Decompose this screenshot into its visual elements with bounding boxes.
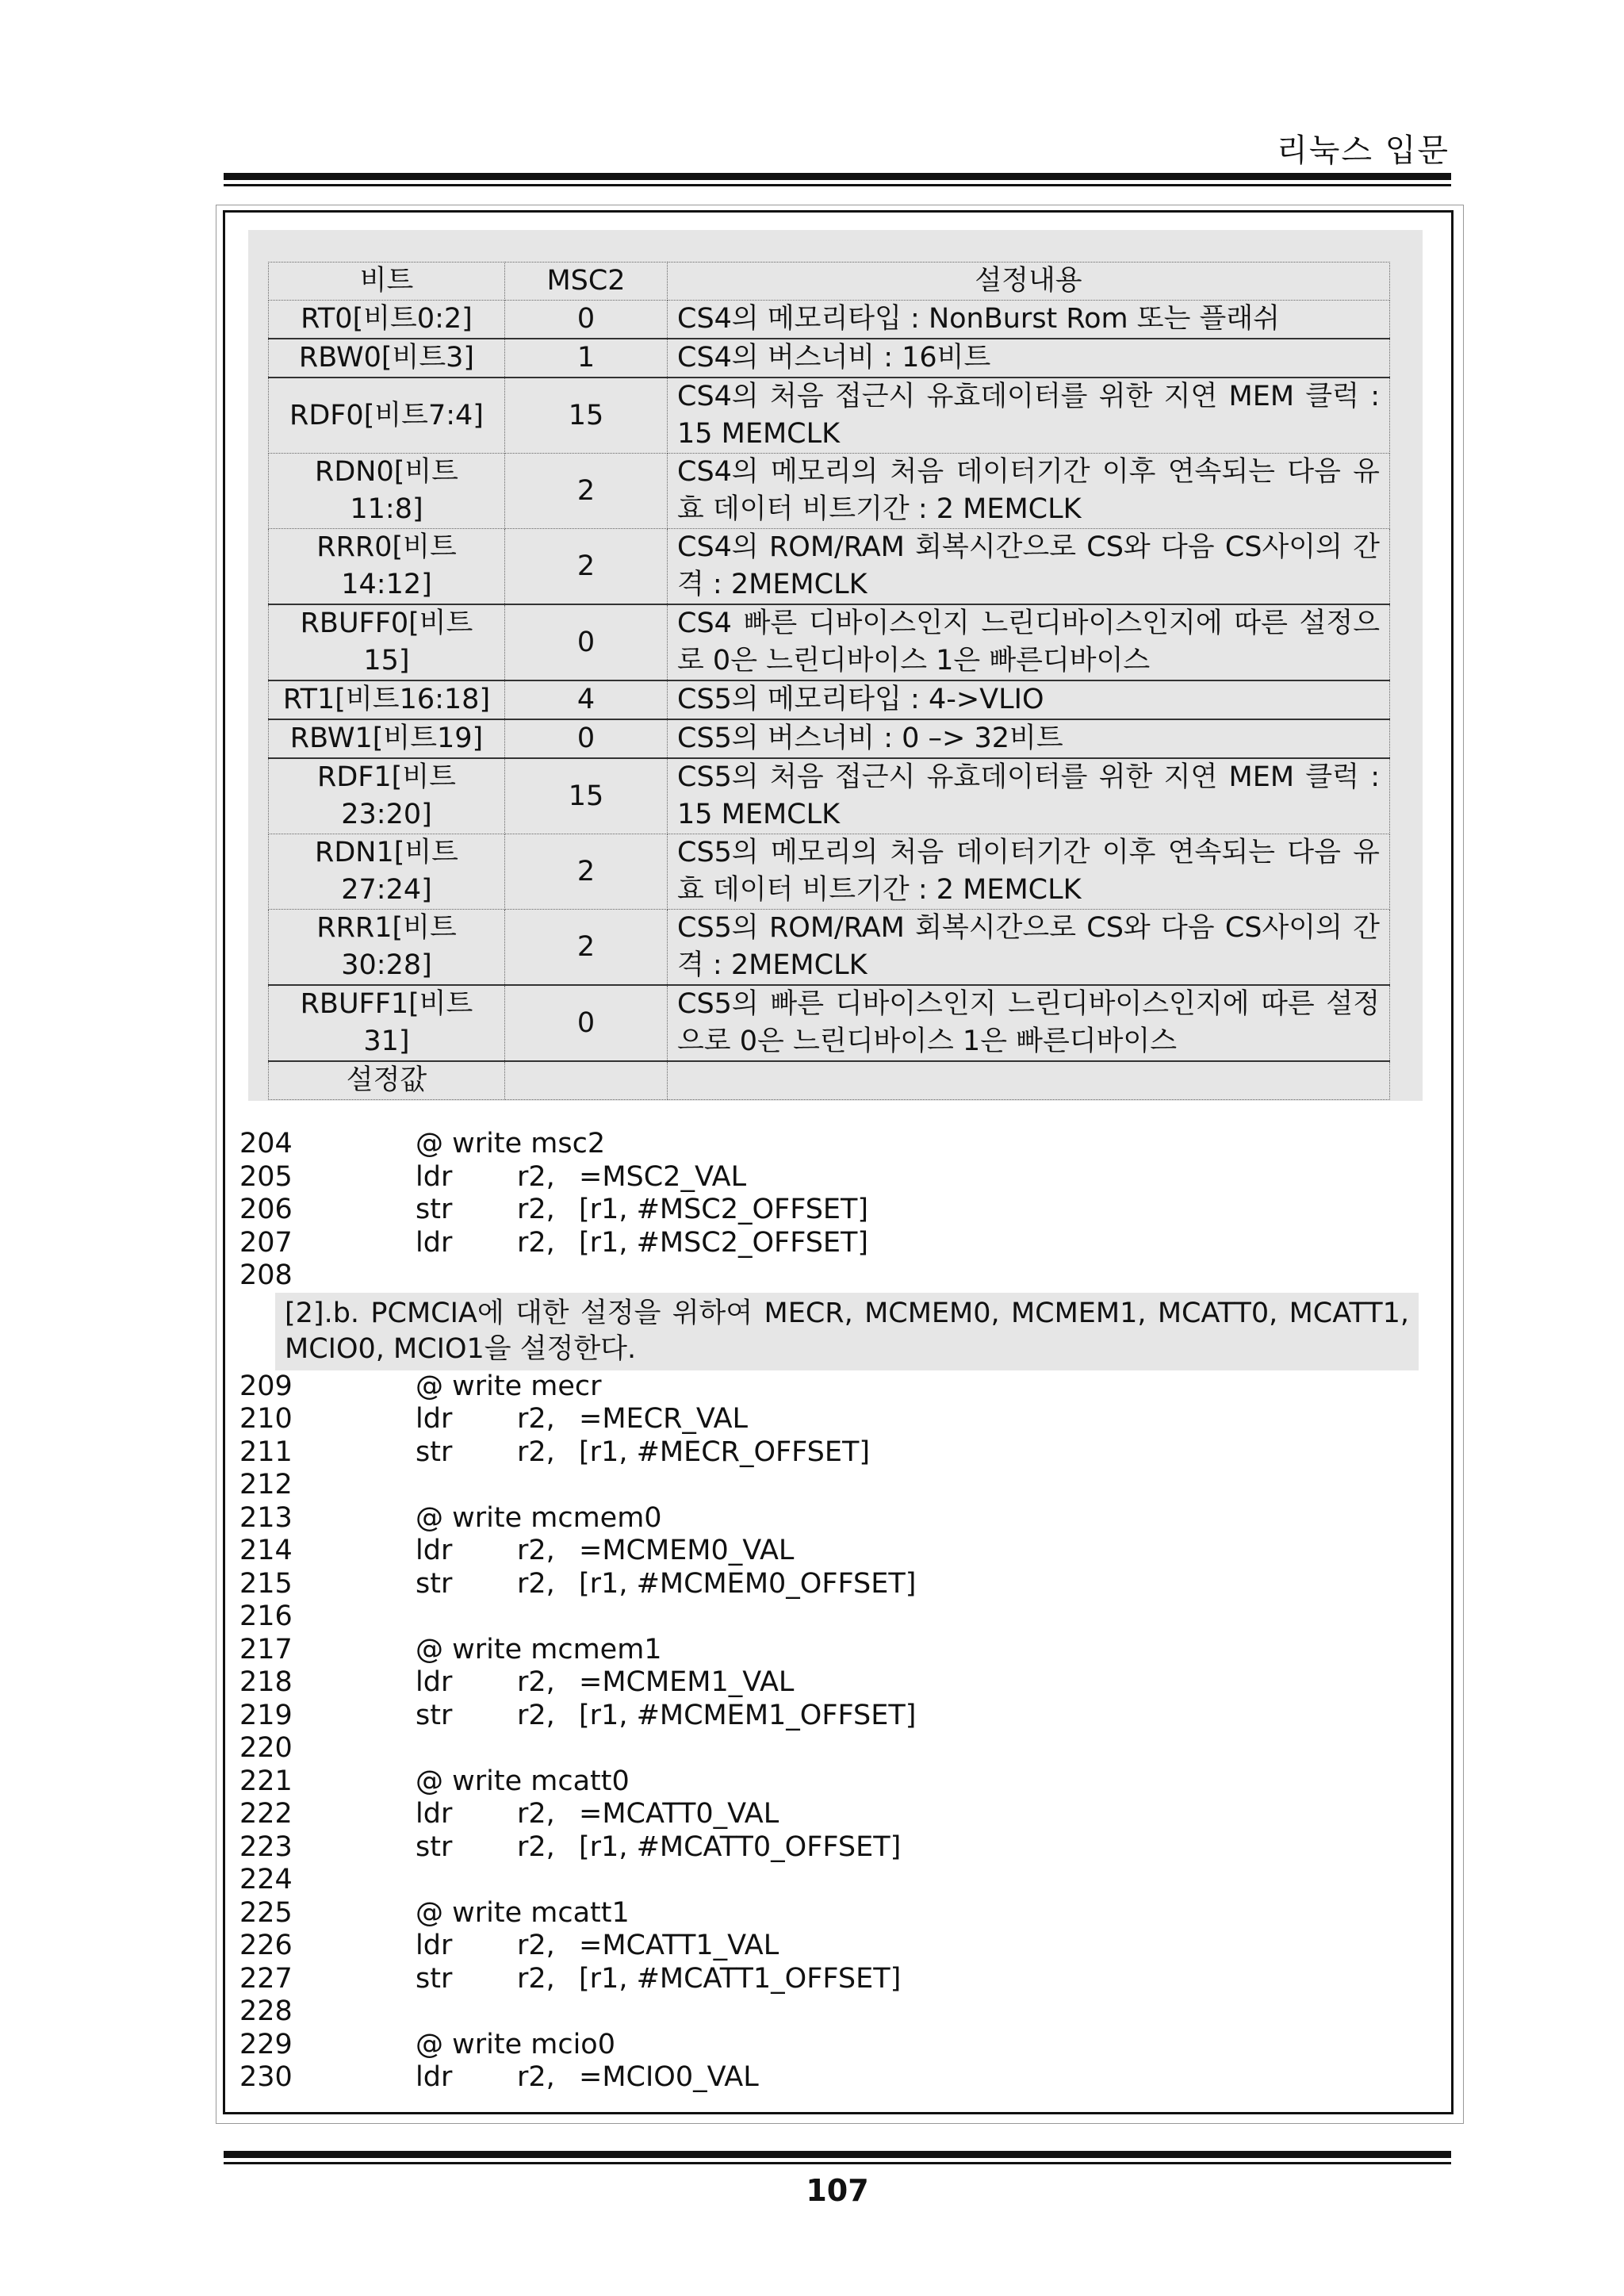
code-register: r2,: [517, 1830, 555, 1863]
table-row: [269, 529, 1390, 605]
code-register: r2,: [517, 1435, 555, 1468]
line-number: 215: [239, 1567, 293, 1600]
bit-cell: RDN1[비트 27:24]: [269, 834, 505, 910]
value-cell: 0: [505, 604, 668, 680]
line-number: 220: [239, 1732, 293, 1764]
line-number: 222: [239, 1798, 293, 1830]
code-register: r2,: [517, 1666, 555, 1698]
description-cell: CS4의 처음 접근시 유효데이터를 위한 지연 MEM 클럭 : 15 MEMCLK: [668, 378, 1390, 454]
bit-cell: RBW0[비트3]: [269, 339, 505, 378]
table-row: [269, 834, 1390, 910]
code-line: [239, 1161, 1429, 1194]
code-line: [239, 1700, 1429, 1733]
code-register: r2,: [517, 1535, 555, 1566]
description-cell: CS4의 ROM/RAM 회복시간으로 CS와 다음 CS사이의 간격 : 2MEMCLK: [668, 529, 1390, 605]
code-token: @ write mcmem0: [416, 1501, 662, 1534]
description-cell: CS4의 메모리타입 : NonBurst Rom 또는 플래쉬: [668, 301, 1390, 339]
code-operand: [r1, #MCATT1_OFFSET]: [579, 1962, 902, 1995]
code-line: [239, 1995, 1429, 2029]
code-token: ldr: [416, 1535, 453, 1566]
code-line: [239, 1798, 1429, 1831]
code-operand: [r1, #MCMEM0_OFFSET]: [579, 1567, 917, 1600]
bit-cell: RDF1[비트 23:20]: [269, 758, 505, 834]
value-cell: 2: [505, 454, 668, 529]
code-token: str: [416, 1435, 453, 1468]
line-number: 209: [239, 1370, 293, 1402]
line-number: 226: [239, 1930, 293, 1961]
line-number: 204: [239, 1128, 293, 1159]
code-block-2: [239, 1370, 1429, 2095]
code-token: ldr: [416, 1160, 453, 1193]
description-cell: CS5의 메모리의 처음 데이터기간 이후 연속되는 다음 유효 데이터 비트기간 : 2 MEMCLK: [668, 834, 1390, 910]
line-number: 225: [239, 1896, 293, 1929]
code-register: r2,: [517, 1962, 555, 1995]
line-number: 206: [239, 1194, 293, 1225]
value-cell: 0: [505, 719, 668, 758]
code-operand: =MCATT1_VAL: [579, 1930, 779, 1961]
code-line: [239, 1370, 1429, 1404]
table-header-row: [269, 263, 1390, 301]
code-line: [239, 1469, 1429, 1502]
bit-cell: RRR1[비트 30:28]: [269, 910, 505, 986]
line-number: 229: [239, 2028, 293, 2060]
description-cell: CS4의 메모리의 처음 데이터기간 이후 연속되는 다음 유효 데이터 비트기간 : 2 MEMCLK: [668, 454, 1390, 529]
code-operand: [r1, #MSC2_OFFSET]: [579, 1194, 869, 1225]
description-cell: CS5의 빠른 디바이스인지 느린디바이스인지에 따른 설정으로 0은 느린디바이스 1은 빠른디바이스: [668, 985, 1390, 1061]
value-cell: 2: [505, 910, 668, 986]
code-operand: =MCATT0_VAL: [579, 1798, 779, 1830]
code-token: @ write mecr: [416, 1370, 602, 1402]
value-cell: 4: [505, 680, 668, 719]
code-token: str: [416, 1567, 453, 1600]
table-row: [269, 339, 1390, 378]
footer-empty-cell: [668, 1061, 1390, 1100]
line-number: 210: [239, 1403, 293, 1435]
code-operand: =MSC2_VAL: [579, 1160, 747, 1193]
value-cell: 0: [505, 301, 668, 339]
code-token: str: [416, 1962, 453, 1995]
code-register: r2,: [517, 2061, 555, 2093]
code-line: [239, 2029, 1429, 2062]
code-token: @ write mcatt0: [416, 1765, 630, 1797]
line-number: 216: [239, 1600, 293, 1632]
value-cell: 2: [505, 834, 668, 910]
code-line: [239, 1963, 1429, 1996]
line-number: 208: [239, 1259, 293, 1291]
code-token: str: [416, 1830, 453, 1863]
code-operand: =MCMEM0_VAL: [579, 1535, 795, 1566]
code-line: [239, 1403, 1429, 1436]
code-token: @ write mcio0: [416, 2028, 615, 2060]
code-line: [239, 1897, 1429, 1930]
page-header-title: 리눅스 입문: [1277, 132, 1450, 169]
code-register: r2,: [517, 1567, 555, 1600]
bit-cell: RT0[비트0:2]: [269, 301, 505, 339]
header-cell-description: 설정내용: [668, 263, 1390, 301]
line-number: 230: [239, 2061, 293, 2093]
code-operand: =MCIO0_VAL: [579, 2061, 759, 2093]
code-operand: [r1, #MSC2_OFFSET]: [579, 1226, 869, 1259]
code-line: [239, 1227, 1429, 1260]
code-token: ldr: [416, 1666, 453, 1698]
code-listing: [239, 1128, 1429, 2095]
code-operand: =MCMEM1_VAL: [579, 1666, 795, 1698]
table-row: [269, 301, 1390, 339]
line-number: 213: [239, 1501, 293, 1534]
table-row: [269, 719, 1390, 758]
code-line: [239, 1765, 1429, 1799]
description-cell: CS5의 ROM/RAM 회복시간으로 CS와 다음 CS사이의 간격 : 2MEMCLK: [668, 910, 1390, 986]
code-token: ldr: [416, 1798, 453, 1830]
line-number: 217: [239, 1633, 293, 1665]
code-operand: [r1, #MCMEM1_OFFSET]: [579, 1699, 917, 1731]
code-token: ldr: [416, 2061, 453, 2093]
code-token: str: [416, 1699, 453, 1731]
code-line: [239, 1194, 1429, 1227]
code-line: [239, 1535, 1429, 1568]
line-number: 219: [239, 1699, 293, 1731]
code-token: @ write mcmem1: [416, 1633, 662, 1665]
code-line: [239, 1864, 1429, 1897]
table-row: [269, 758, 1390, 834]
code-register: r2,: [517, 1930, 555, 1961]
code-line: [239, 1600, 1429, 1634]
code-line: [239, 1568, 1429, 1601]
description-cell: CS5의 버스너비 : 0 –> 32비트: [668, 719, 1390, 758]
page-number: 107: [806, 2173, 869, 2208]
header-rule-thick: [224, 173, 1451, 180]
table-row: [269, 910, 1390, 986]
code-line: [239, 2061, 1429, 2095]
code-line: [239, 1502, 1429, 1535]
code-operand: [r1, #MCATT0_OFFSET]: [579, 1830, 902, 1863]
value-cell: 15: [505, 758, 668, 834]
footer-rule-thick: [224, 2151, 1451, 2158]
code-block-1: [239, 1128, 1429, 1293]
bit-cell: RDN0[비트11:8]: [269, 454, 505, 529]
line-number: 205: [239, 1160, 293, 1193]
line-number: 212: [239, 1469, 293, 1501]
code-line: [239, 1930, 1429, 1963]
code-register: r2,: [517, 1226, 555, 1259]
line-number: 223: [239, 1830, 293, 1863]
code-line: [239, 1831, 1429, 1865]
code-line: [239, 1634, 1429, 1667]
table-row: [269, 378, 1390, 454]
table-row: [269, 985, 1390, 1061]
table-row: [269, 454, 1390, 529]
table-row: [269, 604, 1390, 680]
line-number: 214: [239, 1535, 293, 1566]
code-register: r2,: [517, 1194, 555, 1225]
code-register: r2,: [517, 1403, 555, 1435]
line-number: 207: [239, 1226, 293, 1259]
code-token: ldr: [416, 1226, 453, 1259]
code-line: [239, 1732, 1429, 1765]
line-number: 211: [239, 1435, 293, 1468]
value-cell: 2: [505, 529, 668, 605]
code-line: [239, 1666, 1429, 1700]
bit-cell: RBUFF1[비트 31]: [269, 985, 505, 1061]
code-line: [239, 1128, 1429, 1161]
code-operand: [r1, #MECR_OFFSET]: [579, 1435, 871, 1468]
line-number: 228: [239, 1995, 293, 2027]
code-register: r2,: [517, 1798, 555, 1830]
line-number: 224: [239, 1864, 293, 1895]
footer-label-cell: 설정값: [269, 1061, 505, 1100]
value-cell: 0: [505, 985, 668, 1061]
code-token: @ write mcatt1: [416, 1896, 630, 1929]
bit-cell: RBW1[비트19]: [269, 719, 505, 758]
bit-cell: RDF0[비트7:4]: [269, 378, 505, 454]
header-rule-thin: [224, 184, 1451, 186]
code-register: r2,: [517, 1160, 555, 1193]
msc2-settings-table: [268, 262, 1390, 1100]
header-cell-msc2: MSC2: [505, 263, 668, 301]
line-number: 218: [239, 1666, 293, 1698]
footer-rule-thin: [224, 2162, 1451, 2164]
description-cell: CS4 빠른 디바이스인지 느린디바이스인지에 따른 설정으로 0은 느린디바이스 1은 빠른디바이스: [668, 604, 1390, 680]
code-line: [239, 1436, 1429, 1470]
value-cell: 15: [505, 378, 668, 454]
code-line: [239, 1259, 1429, 1293]
bit-cell: RT1[비트16:18]: [269, 680, 505, 719]
footer-empty-cell: [505, 1061, 668, 1100]
section-note: [2].b. PCMCIA에 대한 설정을 위하여 MECR, MCMEM0, MCMEM1, MCATT0, MCATT1, MCIO0, MCIO1을 설정한다.: [275, 1293, 1419, 1370]
code-register: r2,: [517, 1699, 555, 1731]
code-token: ldr: [416, 1930, 453, 1961]
bit-cell: RRR0[비트 14:12]: [269, 529, 505, 605]
description-cell: CS5의 처음 접근시 유효데이터를 위한 지연 MEM 클럭 : 15 MEMCLK: [668, 758, 1390, 834]
code-operand: =MECR_VAL: [579, 1403, 749, 1435]
table-footer-row: [269, 1061, 1390, 1100]
bit-cell: RBUFF0[비트 15]: [269, 604, 505, 680]
description-cell: CS5의 메모리타입 : 4->VLIO: [668, 680, 1390, 719]
line-number: 227: [239, 1962, 293, 1995]
code-token: str: [416, 1194, 453, 1225]
value-cell: 1: [505, 339, 668, 378]
code-token: @ write msc2: [416, 1128, 606, 1159]
header-cell-bit: 비트: [269, 263, 505, 301]
description-cell: CS4의 버스너비 : 16비트: [668, 339, 1390, 378]
code-token: ldr: [416, 1403, 453, 1435]
table-row: [269, 680, 1390, 719]
line-number: 221: [239, 1765, 293, 1797]
